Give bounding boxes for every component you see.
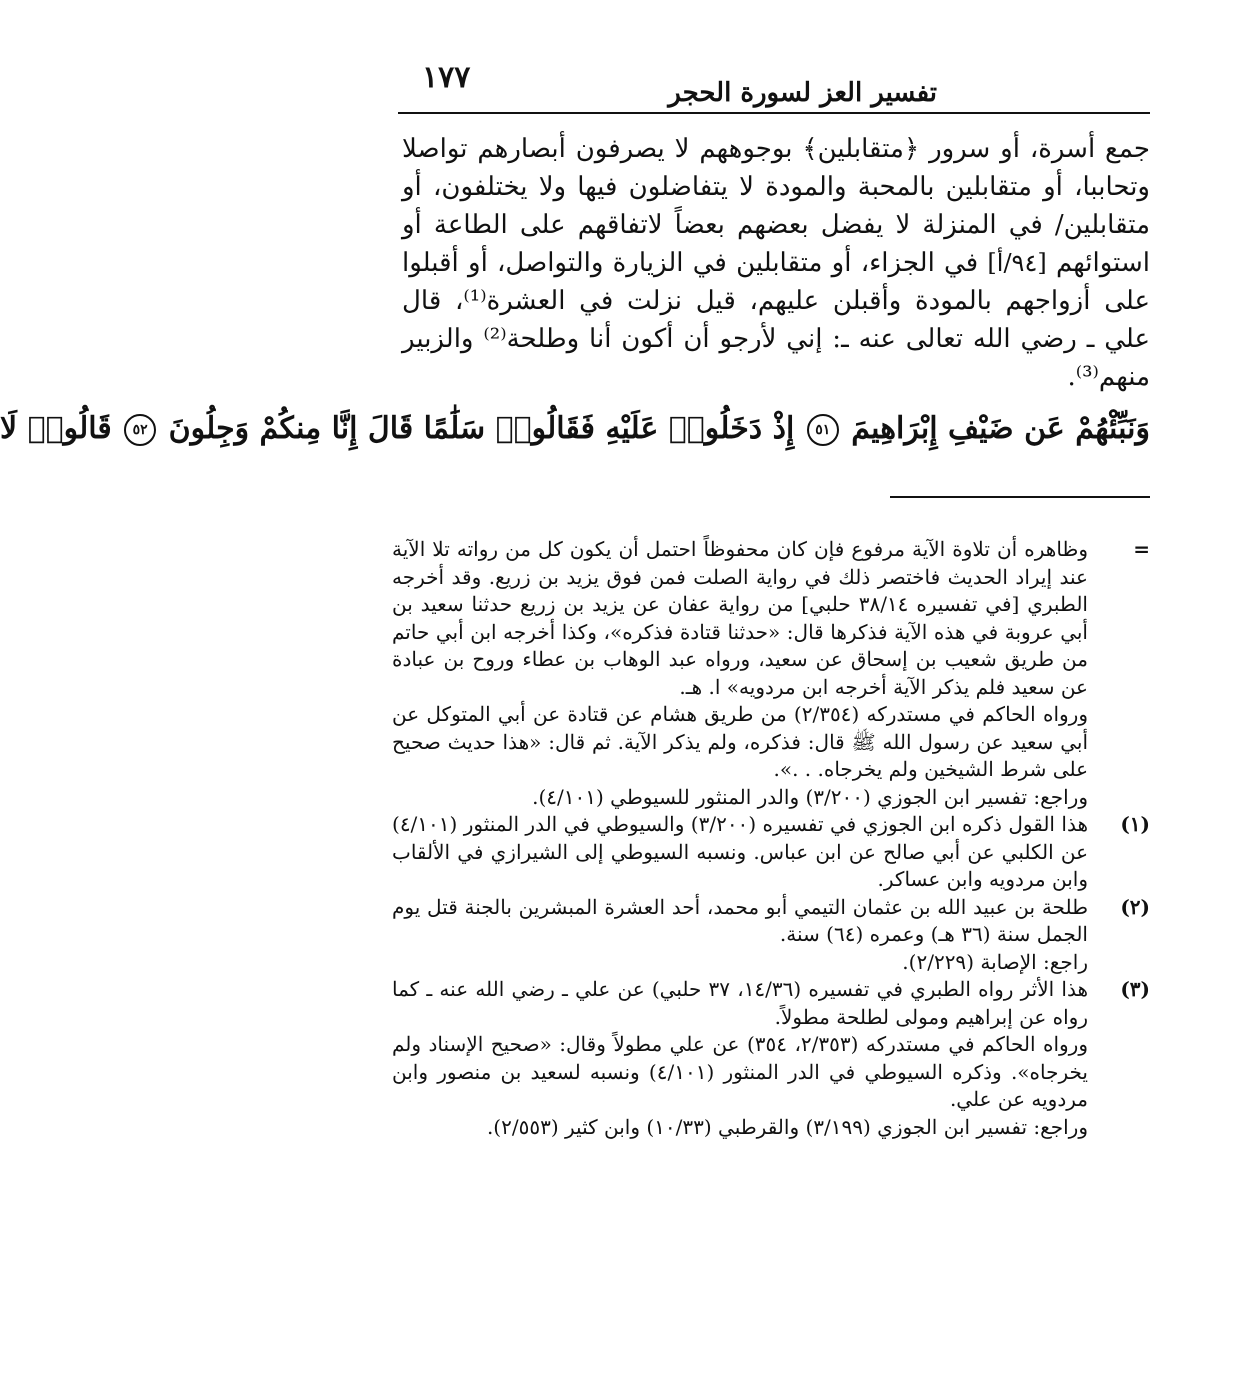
footnote-paragraph: هذا الأثر رواه الطبري في تفسيره (١٤/٣٦، ٣٧ حلبي) عن علي ـ رضي الله عنه ـ كما رواه عن إبراهيم ومولى لطلحة مطولاً. <box>392 977 1088 1029</box>
footnote-3 <box>392 976 1150 1141</box>
footnote-paragraph: طلحة بن عبيد الله بن عثمان التيمي أبو محمد، أحد العشرة المبشرين بالجنة قتل يوم الجمل سنة (٣٦ هـ) وعمره (٦٤) سنة. <box>392 894 1088 946</box>
footnote-paragraph: راجع: الإصابة (٢/٢٢٩). <box>902 949 1088 974</box>
ayah-number-mark: ٥١ <box>807 414 839 446</box>
footnote-marker: (٢) <box>1120 894 1150 919</box>
running-header: تفسير العز لسورة الحجر <box>668 78 937 108</box>
main-text <box>402 130 1150 396</box>
footnote-marker: = <box>1133 537 1150 561</box>
footnote-continuation <box>392 536 1150 811</box>
footnote-paragraph: ورواه الحاكم في مستدركه (٢/٣٥٣، ٣٥٤) عن علي مطولاً وقال: «صحيح الإسناد ولم يخرجاه». وذكره السيوطي في الدر المنثور (٤/١٠١) ونسبه لسعيد بن منصور وابن مردويه عن علي. <box>392 1032 1088 1111</box>
main-paragraph-continuation: في الجزاء، أو متقابلين في الزيارة والتواصل، أو أقبلوا على أزواجهم بالمودة وأقبلن عليهم، قيل نزلت في العشرة⁽¹⁾، قال علي ـ رضي الله تعالى عنه ـ: إني لأرجو أن أكون أنا وطلحة⁽²⁾ والزبير منهم⁽³⁾. <box>402 248 1150 392</box>
ayah-number-mark: ٥٢ <box>124 414 156 446</box>
footnote-paragraph: هذا القول ذكره ابن الجوزي في تفسيره (٣/٢٠٠) والسيوطي في الدر المنثور (٤/١٠١) عن الكلبي عن أبي صالح عن ابن عباس. ونسبه السيوطي إلى الشيرازي في الألقاب وابن مردويه وابن عساكر. <box>392 812 1088 891</box>
page-number: ١٧٧ <box>422 60 471 95</box>
footnote-paragraph: وراجع: تفسير ابن الجوزي (٣/٢٠٠) والدر المنثور للسيوطي (٤/١٠١). <box>532 784 1088 809</box>
footnote-marker: (٣) <box>1120 977 1150 1001</box>
main-paragraph <box>402 130 1150 396</box>
footnote-paragraph: ورواه الحاكم في مستدركه (٢/٣٥٤) من طريق هشام عن قتادة عن أبي المتوكل عن أبي سعيد عن رسول الله ﷺ قال: فذكره، ولم يذكر الآية. ثم قال: «هذا حديث صحيح على شرط الشيخين ولم يخرجاه. . .». <box>392 702 1088 781</box>
footnote-paragraph: وراجع: تفسير ابن الجوزي (٣/١٩٩) والقرطبي (١٠/٣٣) وابن كثير (٢/٥٥٣). <box>486 1114 1088 1139</box>
quran-verse <box>0 405 1150 453</box>
verse-part-1: وَنَبِّئْهُمْ عَن ضَيْفِ إِبْرَاهِيمَ <box>851 411 1150 446</box>
footnote-rule <box>890 496 1150 498</box>
footnote-1 <box>392 811 1150 894</box>
footnote-marker: (١) <box>1120 812 1150 836</box>
main-paragraph-text: جمع أسرة، أو سرور ﴿متقابلين﴾ بوجوههم لا يصرفون أبصارهم تواصلا وتحاببا، أو متقابلين بالمحبة والمودة لا يتفاضلون فيها ولا يختلفون، أو متقابلين/ في المنزلة لا يفضل بعضهم بعضاً لاتفاقهم على الطاعة أو استوائهم <box>402 134 1151 278</box>
margin-reference: [٩٤/أ] <box>987 249 1047 277</box>
verse-part-3: قَالُوا۟ لَا <box>0 411 112 446</box>
header-rule <box>398 112 1150 114</box>
verse-part-2: إِذْ دَخَلُوا۟ عَلَيْهِ فَقَالُوا۟ سَلَٰمًا قَالَ إِنَّا مِنكُمْ وَجِلُونَ <box>168 411 795 446</box>
footnote-2 <box>392 894 1150 977</box>
footnotes <box>392 536 1150 1141</box>
footnote-paragraph: وظاهره أن تلاوة الآية مرفوع فإن كان محفوظاً احتمل أن يكون كل من رواته تلا الآية عند إيراد الحديث فاختصر ذلك في رواية الصلت فمن فوق يزيد بن زريع. وقد أخرجه الطبري [في تفسيره ٣٨/١٤ حلبي] من رواية عفان عن يزيد بن زريع حدثنا سعيد بن أبي عروبة في هذه الآية فذكرها قال: «حدثنا قتادة فذكره»، وكذا أخرجه ابن أبي حاتم من طريق شعيب بن إسحاق عن سعيد، ورواه عبد الوهاب بن عطاء وروح بن عبادة عن سعيد فلم يذكر الآية أخرجه ابن مردويه» ا. هـ. <box>392 537 1088 699</box>
